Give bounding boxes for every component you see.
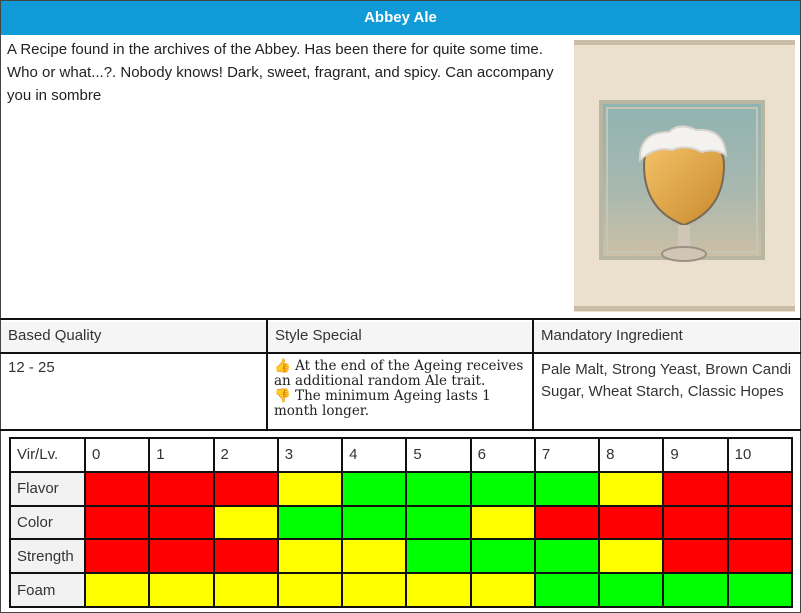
level-header-9: 9 <box>663 438 727 472</box>
level-cell <box>406 472 470 506</box>
level-cell <box>535 506 599 540</box>
row-label: Strength <box>10 539 85 573</box>
level-cell <box>599 506 663 540</box>
level-cell <box>342 573 406 607</box>
level-cell <box>214 573 278 607</box>
thumbs-up-icon: 👍 <box>274 358 291 374</box>
level-cell <box>663 472 727 506</box>
table-row-flavor <box>10 472 792 506</box>
level-cell <box>471 472 535 506</box>
level-header-8: 8 <box>599 438 663 472</box>
level-cell <box>342 539 406 573</box>
level-cell <box>278 539 342 573</box>
level-cell <box>728 539 792 573</box>
recipe-title: Abbey Ale <box>1 1 800 35</box>
level-cell <box>406 539 470 573</box>
style-special-con: 👎 The minimum Ageing lasts 1 month longer. <box>274 388 491 419</box>
level-cell <box>599 472 663 506</box>
recipe-image <box>574 40 795 312</box>
based-quality-label: Based Quality <box>1 322 266 352</box>
mandatory-ingredient-value: Pale Malt, Strong Yeast, Brown Candi Sugar, Wheat Starch, Classic Hopes <box>541 361 792 400</box>
level-header-6: 6 <box>471 438 535 472</box>
recipe-description: A Recipe found in the archives of the Abbey. Has been there for quite some time. Who or what...?. Nobody knows! Dark, sweet, fragrant, and spicy. Can accompany you in sombre <box>7 41 554 104</box>
level-cell <box>728 573 792 607</box>
thumbs-down-icon: 👎 <box>274 388 291 404</box>
table-row-color <box>10 506 792 540</box>
level-header-0: 0 <box>85 438 149 472</box>
level-header-3: 3 <box>278 438 342 472</box>
level-cell <box>85 506 149 540</box>
level-cell <box>599 539 663 573</box>
level-cell <box>471 573 535 607</box>
row-label: Color <box>10 506 85 540</box>
level-cell <box>85 472 149 506</box>
level-cell <box>599 573 663 607</box>
level-cell <box>663 539 727 573</box>
level-cell <box>535 539 599 573</box>
level-header-10: 10 <box>728 438 792 472</box>
corner-label: Vir/Lv. <box>10 438 85 472</box>
level-header-7: 7 <box>535 438 599 472</box>
level-cell <box>85 573 149 607</box>
mandatory-ingredient-label: Mandatory Ingredient <box>534 322 799 352</box>
level-cell <box>406 573 470 607</box>
level-cell <box>214 506 278 540</box>
table-row-foam <box>10 573 792 607</box>
level-cell <box>278 472 342 506</box>
style-special-pro: 👍 At the end of the Ageing receives an additional random Ale trait. <box>274 358 524 389</box>
level-cell <box>149 506 213 540</box>
level-cell <box>728 472 792 506</box>
level-cell <box>278 506 342 540</box>
level-cell <box>663 573 727 607</box>
level-cell <box>149 573 213 607</box>
level-header-1: 1 <box>149 438 213 472</box>
table-header-row <box>10 438 792 472</box>
row-label: Flavor <box>10 472 85 506</box>
table-row-strength <box>10 539 792 573</box>
level-header-5: 5 <box>406 438 470 472</box>
based-quality-value: 12 - 25 <box>8 359 55 376</box>
level-cell <box>214 539 278 573</box>
level-cell <box>406 506 470 540</box>
level-cell <box>535 573 599 607</box>
style-special-value <box>274 359 526 419</box>
goblet-of-ale-icon <box>574 40 795 312</box>
virtue-level-table <box>9 437 793 608</box>
level-cell <box>471 539 535 573</box>
level-cell <box>149 539 213 573</box>
level-cell <box>342 506 406 540</box>
style-special-label: Style Special <box>268 322 532 352</box>
level-header-4: 4 <box>342 438 406 472</box>
level-cell <box>342 472 406 506</box>
level-cell <box>535 472 599 506</box>
level-cell <box>149 472 213 506</box>
level-header-2: 2 <box>214 438 278 472</box>
level-cell <box>471 506 535 540</box>
row-label: Foam <box>10 573 85 607</box>
level-cell <box>728 506 792 540</box>
level-cell <box>85 539 149 573</box>
level-cell <box>278 573 342 607</box>
level-cell <box>663 506 727 540</box>
level-cell <box>214 472 278 506</box>
